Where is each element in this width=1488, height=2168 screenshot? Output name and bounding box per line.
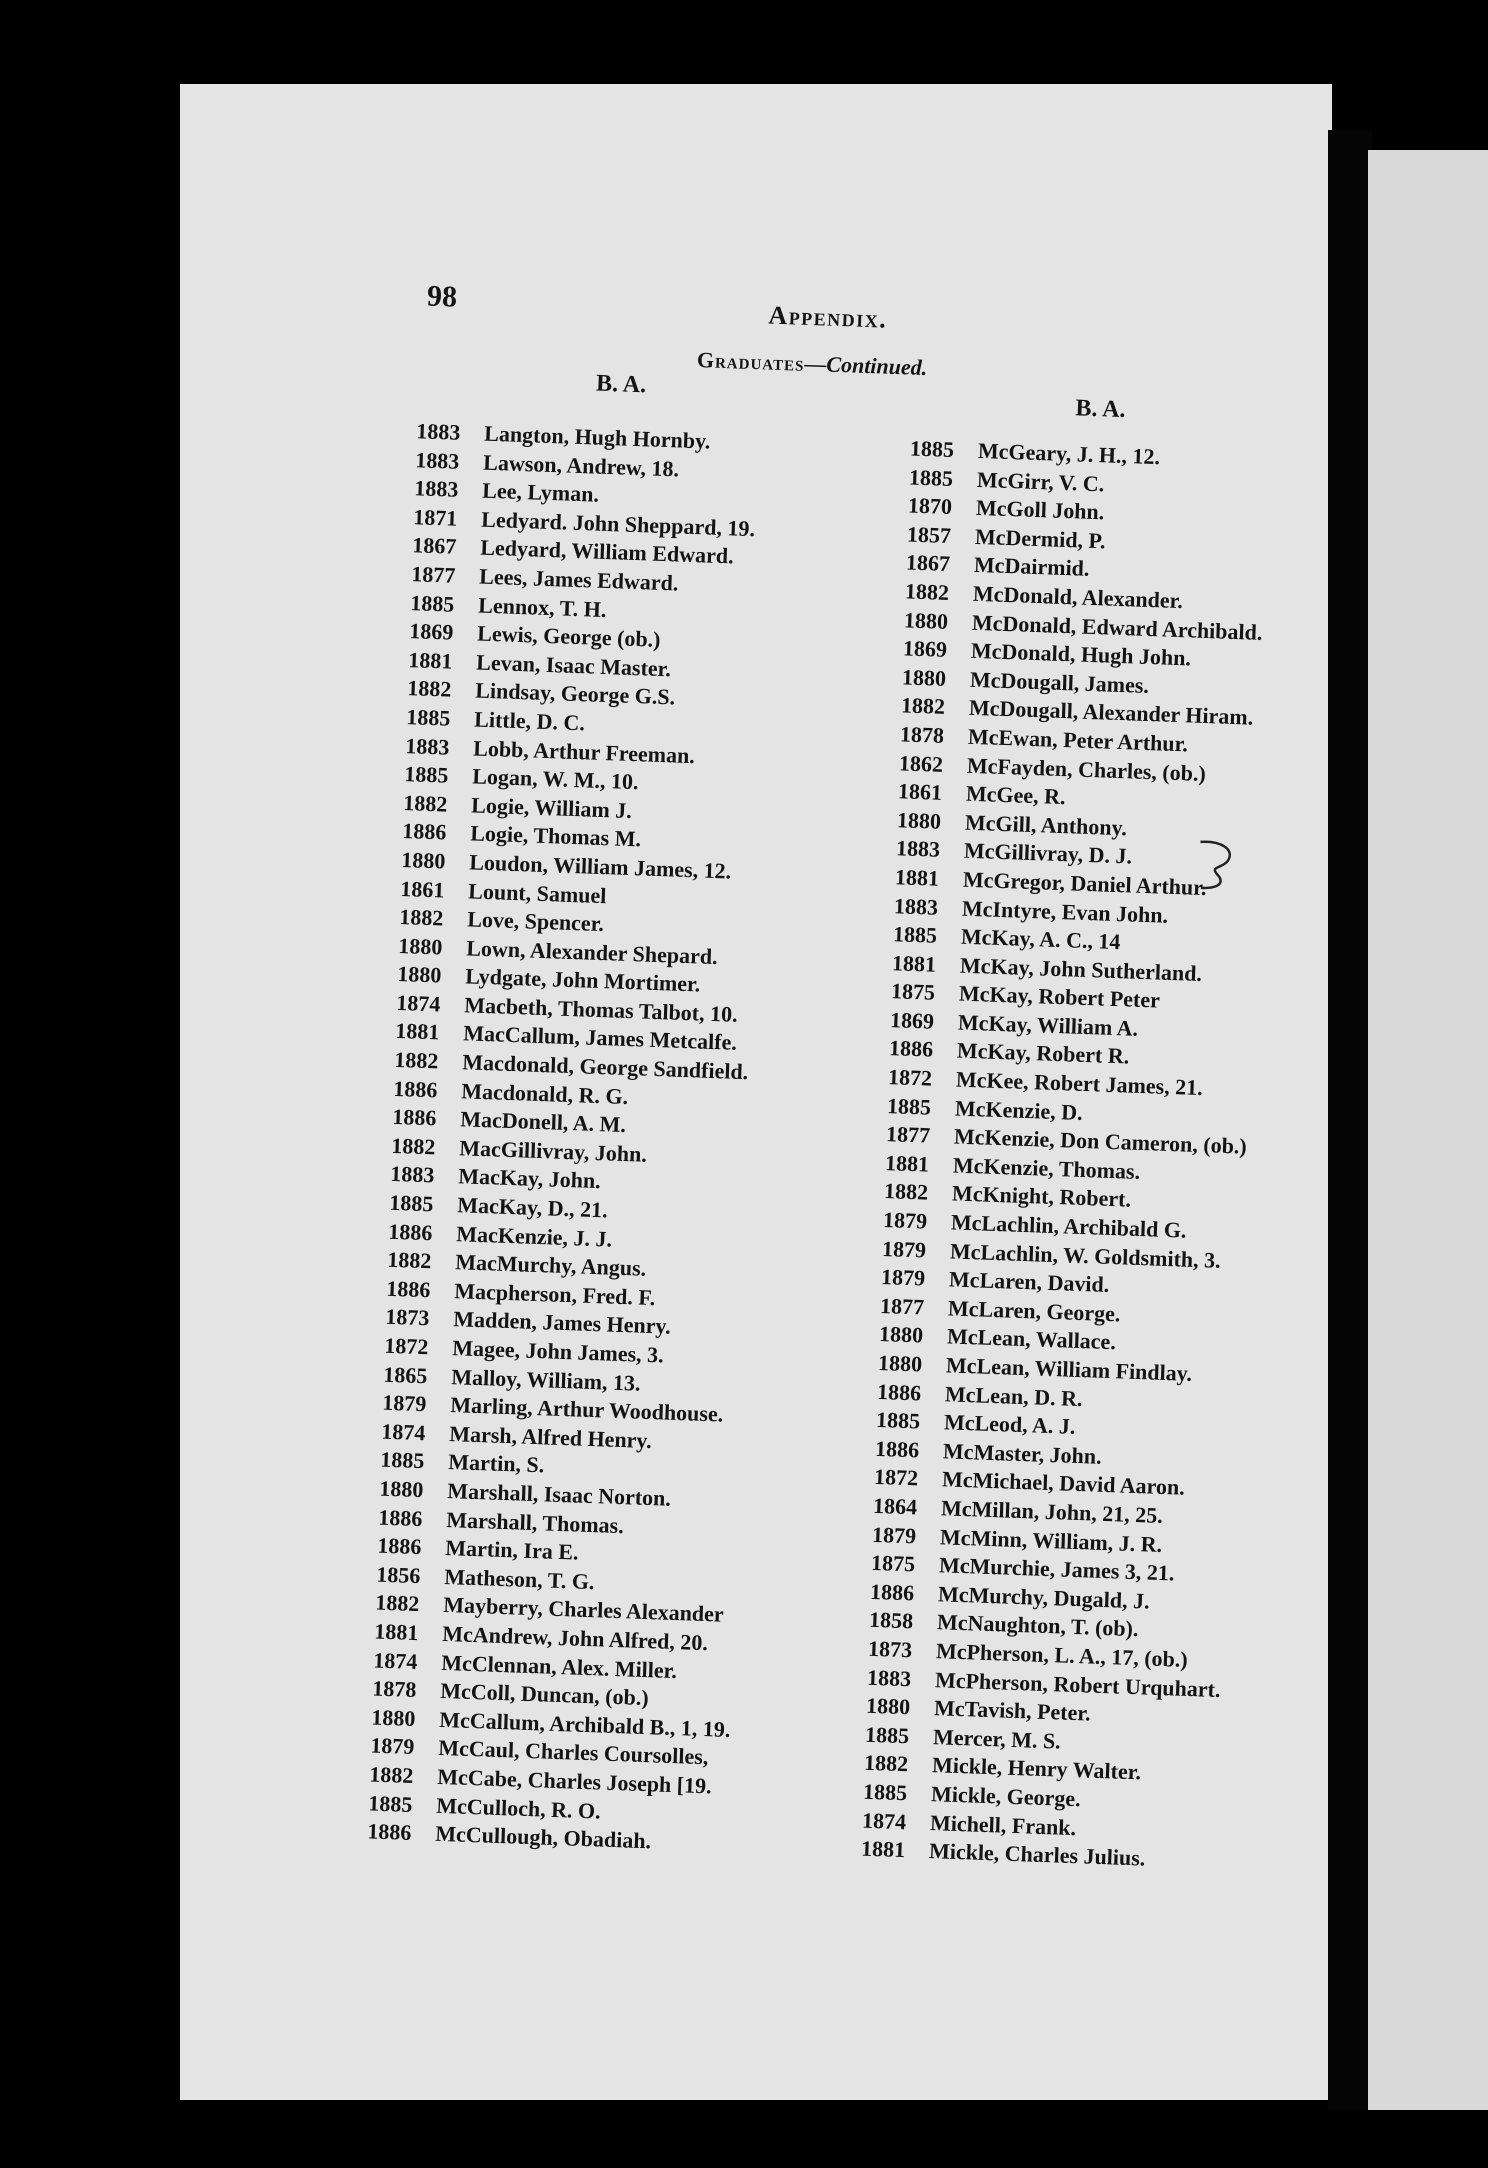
- graduation-year: 1879: [882, 1207, 928, 1234]
- graduate-name: McGillivray, D. J.: [963, 837, 1133, 869]
- graduation-year: 1865: [382, 1361, 428, 1388]
- graduate-name: Logie, Thomas M.: [469, 820, 642, 852]
- graduation-year: 1879: [881, 1235, 927, 1263]
- graduation-year: 1869: [408, 618, 454, 645]
- graduation-year: 1880: [397, 932, 443, 960]
- graduate-name: MacCallum, James Metcalfe.: [462, 1020, 738, 1056]
- graduate-name: McLean, William Findlay.: [945, 1352, 1193, 1386]
- graduate-name: McLaren, George.: [947, 1295, 1121, 1327]
- graduation-year: 1878: [372, 1675, 417, 1703]
- graduate-name: McPherson, L. A., 17, (ob.): [935, 1638, 1189, 1672]
- book-page: [180, 84, 1332, 2100]
- graduation-year: 1874: [372, 1647, 418, 1674]
- graduate-name: Logan, W. M., 10.: [471, 763, 639, 795]
- graduate-name: McKay, Robert Peter: [958, 980, 1161, 1013]
- graduation-year: 1883: [389, 1161, 435, 1188]
- graduation-year: 1883: [866, 1664, 912, 1691]
- graduate-name: McGill, Anthony.: [964, 809, 1128, 841]
- graduate-name: McDougall, Alexander Hiram.: [968, 695, 1254, 730]
- graduation-year: 1886: [874, 1435, 920, 1463]
- graduate-name: McDonald, Edward Archibald.: [971, 609, 1263, 645]
- graduation-year: 1864: [872, 1492, 918, 1520]
- graduate-name: Mickle, Henry Walter.: [931, 1752, 1142, 1785]
- graduation-year: 1877: [885, 1121, 931, 1148]
- graduate-name: McEwan, Peter Arthur.: [967, 723, 1189, 757]
- graduation-year: 1862: [898, 749, 944, 777]
- graduation-year: 1885: [405, 704, 451, 731]
- graduate-name: MacKay, John.: [457, 1163, 602, 1194]
- graduation-year: 1870: [907, 492, 953, 520]
- graduate-name: Martin, Ira E.: [444, 1535, 579, 1565]
- handwritten-bracket-mark: [1179, 837, 1251, 891]
- graduate-name: McDougall, James.: [969, 666, 1150, 698]
- graduation-year: 1886: [391, 1104, 437, 1131]
- graduation-year: 1875: [890, 978, 936, 1005]
- graduate-name: McPherson, Robert Urquhart.: [934, 1666, 1221, 1702]
- graduate-name: McLean, D. R.: [944, 1380, 1083, 1411]
- running-head: Appendix.: [768, 300, 888, 334]
- graduation-year: 1880: [877, 1349, 923, 1377]
- graduation-year: 1885: [388, 1189, 434, 1217]
- graduate-name: McNaughton, T. (ob).: [936, 1609, 1139, 1642]
- graduate-name: Mayberry, Charles Alexander: [442, 1592, 725, 1628]
- graduate-name: McFayden, Charles, (ob.): [966, 752, 1207, 786]
- graduate-name: Langton, Hugh Hornby.: [483, 420, 711, 454]
- graduate-name: Magee, John James, 3.: [451, 1335, 665, 1368]
- graduate-name: McAndrew, John Alfred, 20.: [441, 1620, 709, 1656]
- page-content: [180, 84, 1332, 2100]
- graduation-year: 1869: [889, 1007, 935, 1034]
- left-column: [367, 417, 776, 1858]
- graduate-name: McDairmid.: [973, 552, 1090, 582]
- graduate-name: McClennan, Alex. Miller.: [440, 1649, 678, 1683]
- graduate-name: McGeary, J. H., 12.: [977, 437, 1161, 470]
- graduate-name: Lown, Alexander Shepard.: [465, 935, 719, 969]
- graduation-year: 1885: [403, 761, 449, 788]
- graduate-name: Lindsay, George G.S.: [474, 677, 676, 710]
- graduate-name: Michell, Frank.: [929, 1809, 1077, 1840]
- graduation-year: 1877: [879, 1292, 925, 1320]
- graduate-name: Lount, Samuel: [467, 877, 607, 908]
- graduation-year: 1882: [369, 1761, 414, 1788]
- graduation-year: 1867: [905, 549, 951, 577]
- graduation-year: 1882: [393, 1046, 439, 1074]
- graduate-name: McKay, A. C., 14: [960, 923, 1121, 955]
- graduation-year: 1882: [406, 675, 452, 702]
- graduation-year: 1885: [864, 1721, 910, 1748]
- graduation-year: 1880: [865, 1692, 911, 1720]
- graduate-name: Madden, James Henry.: [452, 1306, 672, 1340]
- graduate-name: Mickle, George.: [930, 1780, 1082, 1812]
- graduation-year: 1856: [375, 1561, 421, 1588]
- graduate-name: MacDonell, A. M.: [459, 1106, 627, 1138]
- graduation-year: 1881: [407, 646, 453, 674]
- graduate-name: McMichael, David Aaron.: [941, 1466, 1186, 1501]
- graduate-name: Lee, Lyman.: [481, 477, 600, 507]
- graduation-year: 1880: [896, 807, 942, 834]
- graduate-name: McLachlin, W. Goldsmith, 3.: [949, 1238, 1222, 1273]
- graduate-name: McCaul, Charles Coursolles,: [437, 1735, 709, 1770]
- graduate-name: Levan, Isaac Master.: [475, 649, 672, 682]
- graduate-name: Lobb, Arthur Freeman.: [472, 734, 696, 768]
- graduate-name: McMinn, William, J. R.: [939, 1523, 1163, 1557]
- graduate-name: Little, D. C.: [473, 706, 586, 736]
- graduation-year: 1883: [413, 475, 459, 502]
- graduate-name: McIntyre, Evan John.: [961, 895, 1169, 928]
- subhead-title: Graduates: [696, 347, 805, 376]
- graduation-year: 1886: [367, 1818, 412, 1846]
- graduation-year: 1861: [399, 875, 445, 903]
- graduation-year: 1880: [901, 664, 947, 691]
- graduation-year: 1886: [377, 1504, 423, 1531]
- graduate-name: McMaster, John.: [942, 1438, 1103, 1469]
- right-column: [861, 435, 1272, 1876]
- graduate-name: McMillan, John, 21, 25.: [940, 1495, 1164, 1528]
- graduation-year: 1872: [873, 1464, 919, 1491]
- graduate-name: Marling, Arthur Woodhouse.: [449, 1392, 724, 1427]
- graduation-year: 1873: [384, 1304, 430, 1331]
- graduation-year: 1872: [383, 1332, 429, 1360]
- graduate-name: McKnight, Robert.: [951, 1180, 1132, 1213]
- graduation-year: 1873: [867, 1635, 913, 1663]
- graduation-year: 1869: [902, 635, 948, 663]
- graduate-name: McGregor, Daniel Arthur.: [962, 866, 1207, 901]
- graduate-name: McGoll John.: [975, 495, 1105, 525]
- graduate-name: McCullough, Obadiah.: [434, 1820, 652, 1854]
- graduate-name: Macdonald, George Sandfield.: [461, 1049, 749, 1085]
- graduation-year: 1880: [396, 961, 442, 988]
- graduate-name: Lydgate, John Mortimer.: [464, 963, 701, 997]
- graduation-year: 1886: [401, 818, 447, 845]
- graduation-year: 1878: [899, 721, 945, 748]
- graduate-name: MacKenzie, J. J.: [455, 1220, 613, 1252]
- graduation-year: 1885: [409, 589, 455, 617]
- graduation-year: 1874: [380, 1418, 426, 1445]
- graduate-name: Macpherson, Fred. F.: [453, 1277, 656, 1310]
- graduate-name: McCallum, Archibald B., 1, 19.: [438, 1706, 731, 1742]
- graduation-year: 1881: [891, 949, 937, 977]
- graduation-year: 1881: [860, 1835, 906, 1863]
- graduate-name: Macbeth, Thomas Talbot, 10.: [463, 992, 739, 1027]
- graduation-year: 1886: [876, 1378, 922, 1406]
- graduate-name: Lewis, George (ob.): [476, 620, 661, 653]
- graduation-year: 1881: [884, 1149, 930, 1177]
- graduation-year: 1874: [861, 1807, 907, 1834]
- graduate-name: McColl, Duncan, (ob.): [439, 1678, 650, 1711]
- graduation-year: 1882: [402, 789, 448, 817]
- subhead-continued: —Continued.: [804, 350, 928, 381]
- graduate-name: Logie, William J.: [470, 792, 633, 823]
- graduate-name: Ledyard, William Edward.: [479, 534, 735, 569]
- graduation-year: 1881: [394, 1018, 440, 1045]
- graduation-year: 1880: [371, 1704, 416, 1731]
- graduation-year: 1886: [392, 1075, 438, 1103]
- graduation-year: 1885: [892, 921, 938, 948]
- graduate-name: Martin, S.: [447, 1449, 545, 1478]
- right-column-heading: B. A.: [1075, 395, 1126, 424]
- graduation-year: 1882: [863, 1750, 909, 1777]
- graduation-year: 1877: [410, 561, 456, 588]
- graduate-name: MacGillivray, John.: [458, 1135, 648, 1167]
- graduation-year: 1879: [381, 1389, 427, 1417]
- graduation-year: 1871: [412, 504, 458, 531]
- graduation-year: 1882: [398, 904, 444, 931]
- graduation-year: 1883: [895, 835, 941, 863]
- graduation-year: 1880: [400, 846, 446, 874]
- graduate-name: McKenzie, Don Cameron, (ob.): [953, 1123, 1248, 1159]
- section-subhead: [697, 347, 928, 381]
- graduation-year: 1880: [903, 606, 949, 634]
- graduation-year: 1872: [887, 1064, 933, 1091]
- graduation-year: 1879: [370, 1732, 415, 1760]
- graduate-name: Loudon, William James, 12.: [468, 849, 732, 884]
- graduation-year: 1883: [893, 892, 939, 920]
- left-column-heading: B. A.: [595, 370, 647, 399]
- graduation-year: 1885: [908, 464, 954, 491]
- graduation-year: 1885: [368, 1789, 413, 1817]
- graduation-year: 1883: [414, 446, 460, 474]
- graduate-name: Love, Spencer.: [466, 906, 605, 937]
- graduate-name: McKay, John Sutherland.: [959, 952, 1203, 986]
- graduate-name: McKee, Robert James, 21.: [955, 1066, 1204, 1101]
- graduate-name: McGirr, V. C.: [976, 466, 1105, 496]
- graduate-name: McLeod, A. J.: [943, 1409, 1076, 1440]
- graduate-name: McLean, Wallace.: [946, 1323, 1117, 1355]
- graduate-name: McTavish, Peter.: [933, 1695, 1092, 1726]
- graduate-name: McDonald, Hugh John.: [970, 637, 1192, 671]
- graduation-year: 1885: [875, 1407, 921, 1434]
- graduation-year: 1875: [870, 1550, 916, 1577]
- graduate-name: McKay, William A.: [957, 1009, 1139, 1041]
- graduation-year: 1879: [871, 1521, 917, 1548]
- graduation-year: 1861: [897, 778, 943, 805]
- graduate-name: Malloy, William, 13.: [450, 1363, 641, 1396]
- graduate-name: McCabe, Charles Joseph [19.: [436, 1763, 713, 1799]
- graduation-year: 1882: [386, 1246, 432, 1274]
- graduate-name: McGee, R.: [965, 780, 1066, 810]
- graduate-name: McDermid, P.: [974, 523, 1106, 554]
- graduate-name: McKay, Robert R.: [956, 1038, 1130, 1069]
- graduate-name: McDonald, Alexander.: [972, 580, 1184, 614]
- graduate-name: McLachlin, Archibald G.: [950, 1209, 1187, 1243]
- graduation-year: 1885: [909, 435, 955, 463]
- graduate-name: McCulloch, R. O.: [435, 1792, 602, 1824]
- graduation-year: 1886: [376, 1532, 422, 1560]
- graduate-name: Marsh, Alfred Henry.: [448, 1420, 653, 1453]
- graduation-year: 1882: [374, 1589, 420, 1617]
- page-number: 98: [426, 279, 458, 314]
- graduate-name: MacMurchy, Angus.: [454, 1249, 647, 1282]
- graduate-name: McMurchy, Dugald, J.: [937, 1580, 1151, 1614]
- graduate-name: Ledyard. John Sheppard, 19.: [480, 506, 756, 541]
- graduate-name: McKenzie, Thomas.: [952, 1152, 1141, 1184]
- graduation-year: 1880: [878, 1321, 924, 1348]
- graduation-year: 1879: [880, 1264, 926, 1291]
- graduate-name: MacKay, D., 21.: [456, 1192, 609, 1223]
- graduation-year: 1886: [385, 1275, 431, 1303]
- graduate-name: Matheson, T. G.: [443, 1563, 595, 1594]
- graduation-year: 1883: [404, 732, 450, 760]
- graduate-name: Lennox, T. H.: [477, 592, 607, 622]
- graduation-year: 1882: [904, 578, 950, 605]
- graduation-year: 1867: [411, 532, 457, 560]
- graduation-year: 1885: [379, 1447, 425, 1474]
- graduation-year: 1886: [869, 1578, 915, 1606]
- graduation-year: 1883: [415, 418, 461, 445]
- graduation-year: 1886: [387, 1218, 433, 1245]
- graduate-name: Macdonald, R. G.: [460, 1077, 629, 1109]
- graduate-name: Marshall, Isaac Norton.: [446, 1477, 672, 1511]
- graduation-year: 1886: [888, 1035, 934, 1063]
- graduation-year: 1885: [862, 1778, 908, 1806]
- adjacent-page-edge: [1368, 150, 1488, 2110]
- graduate-name: Mercer, M. S.: [932, 1723, 1062, 1754]
- graduate-name: Mickle, Charles Julius.: [928, 1838, 1146, 1871]
- graduation-year: 1881: [373, 1618, 419, 1646]
- graduation-year: 1885: [886, 1092, 932, 1120]
- graduate-name: McLaren, David.: [948, 1266, 1110, 1298]
- graduation-year: 1881: [894, 864, 940, 891]
- graduate-name: Lees, James Edward.: [478, 563, 679, 596]
- graduation-year: 1882: [883, 1178, 929, 1206]
- graduation-year: 1882: [900, 692, 946, 720]
- graduate-name: McMurchie, James 3, 21.: [938, 1552, 1175, 1586]
- graduation-year: 1880: [378, 1475, 424, 1503]
- graduate-name: Marshall, Thomas.: [445, 1506, 625, 1538]
- graduation-year: 1858: [868, 1607, 914, 1634]
- book-spine: [1328, 130, 1372, 2110]
- graduate-name: Lawson, Andrew, 18.: [482, 449, 680, 482]
- graduation-year: 1857: [906, 521, 952, 548]
- graduate-name: McKenzie, D.: [954, 1095, 1084, 1125]
- graduation-year: 1874: [395, 989, 441, 1017]
- graduation-year: 1882: [390, 1132, 436, 1160]
